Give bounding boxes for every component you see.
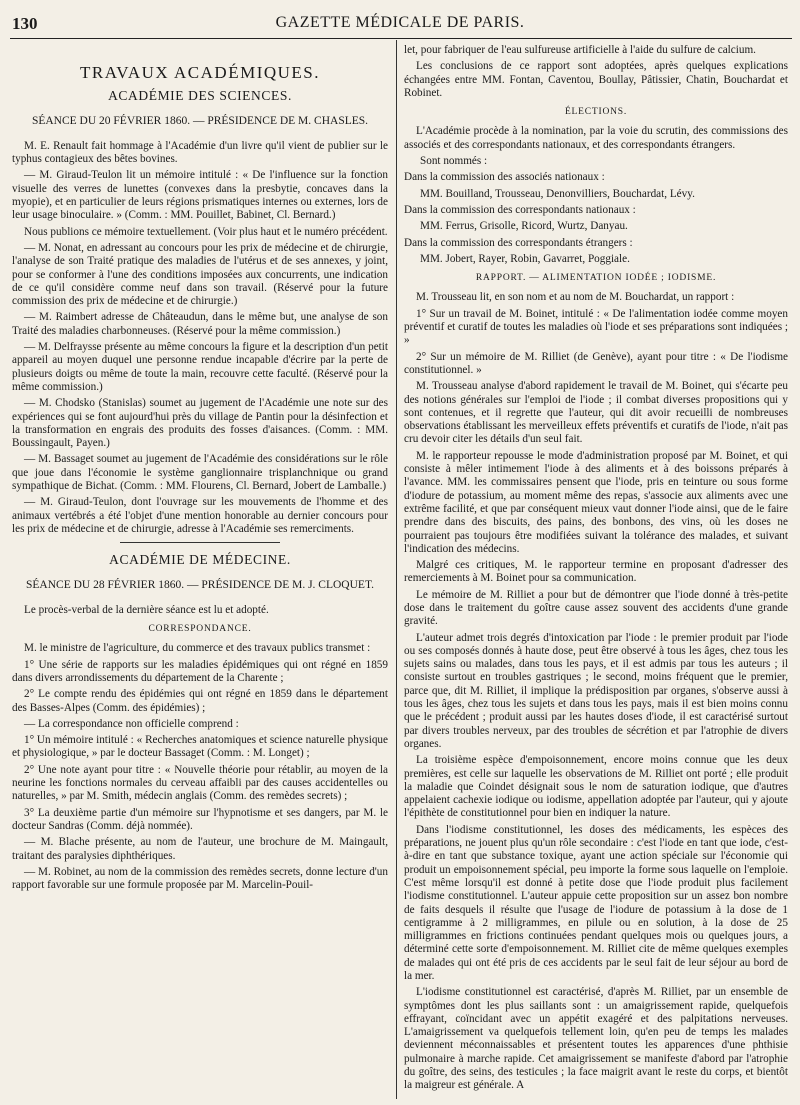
running-title: GAZETTE MÉDICALE DE PARIS. bbox=[275, 14, 525, 31]
paragraph: Dans l'iodisme constitutionnel, les doses des médicaments, les espèces des préparations, ne jouent plus qu'un rôle secondaire : c'est l'iode en tant que iode, c'est-à-dire en tant que substance toxique, ayant une action spéciale sur l'économie qui produit un empoisonnement spécial, peu importe la forme sous laquelle on l'emploie. C'est même lorsqu'il est donné à petite dose que l'iode produit plus facilement l'iodisme constitutionnel. L'auteur appuie cette proposition sur un assez bon nombre de faits desquels il résulte que l'usage de l'iodure de potassium à la dose de 1 centigramme à 2 milligrammes, en pilule ou en solution, à la dose de 25 milligrammes en frictions continuées pendant quelques mois ou quelques jours, a déterminé cette sorte d'empoisonnement. M. Rilliet cite de même quelques exemples de malades qui ont été pris de ces accidents par le seul fait de leur séjour au bord de la mer. bbox=[404, 823, 788, 982]
left-column bbox=[12, 44, 388, 895]
paragraph: — M. Bassaget soumet au jugement de l'Académie des considérations sur le rôle que joue dans l'économie le système ganglionnaire trisplanchnique ou grand sympathique de Bichat. (Comm. : MM. Flourens, Cl. Bernard, Jobert de Lamballe.) bbox=[12, 453, 388, 493]
right-column bbox=[404, 44, 788, 1096]
paragraph: 1° Un mémoire intitulé : « Recherches anatomiques et science naturelle physique et physiologique, » par le docteur Bassaget (Comm. : M. Longet) ; bbox=[12, 734, 388, 760]
correspondance-body bbox=[12, 642, 388, 892]
proces-verbal: Le procès-verbal de la dernière séance est lu et adopté. bbox=[24, 603, 269, 616]
paragraph: M. Trousseau analyse d'abord rapidement le travail de M. Boinet, qui s'écarte peu des notions générales sur l'emploi de l'iode ; il combat diverses propositions qui y sont contenues, et il regrette que l'auteur, qui dit avoir recueilli de nombreuses observations établissant les merveilleux effets préventifs et curatifs de l'iode, n'ait pas cru devoir citer les détails d'un seul fait. bbox=[404, 380, 788, 446]
paragraph: 2° Une note ayant pour titre : « Nouvelle théorie pour rétablir, au moyen de la neurine les fonctions normales du cerveau affaibli par des causes accidentelles ou naturelles, » par M. Smith, médecin anglais (Comm. des remèdes secrets) ; bbox=[12, 763, 388, 803]
academie-medecine-heading: ACADÉMIE DE MÉDECINE. bbox=[109, 552, 291, 568]
paragraph: Malgré ces critiques, M. le rapporteur termine en proposant d'adresser des remerciements à M. Boinet pour sa communication. bbox=[404, 559, 788, 585]
paragraph: MM. Jobert, Rayer, Robin, Gavarret, Poggiale. bbox=[420, 252, 630, 265]
rapport-heading: RAPPORT. — ALIMENTATION IODÉE ; IODISME. bbox=[475, 273, 717, 284]
paragraph: Dans la commission des correspondants nationaux : bbox=[404, 203, 636, 216]
paragraph: Dans la commission des correspondants étrangers : bbox=[404, 236, 633, 249]
header-rule bbox=[10, 38, 792, 39]
paragraph: Dans la commission des associés nationaux : bbox=[404, 171, 605, 184]
paragraph: — M. Giraud-Teulon, dont l'ouvrage sur les mouvements de l'homme et des animaux vertébrés a été l'objet d'une mention honorable au dernier concours pour les prix de médecine et de chirurgie, adresse à l'Académie ses remerciments. bbox=[12, 496, 388, 535]
paragraph: Le mémoire de M. Rilliet a pour but de démontrer que l'iode donné à très-petite dose dans le traitement du goître cause assez souvent des accidents d'une grande gravité. bbox=[404, 588, 788, 628]
paragraph: MM. Bouilland, Trousseau, Denonvilliers, Bouchardat, Lévy. bbox=[420, 187, 695, 200]
paragraph: L'Académie procède à la nomination, par la voie du scrutin, des commissions des associés et des correspondants nationaux, et des correspondants étrangers. bbox=[404, 125, 788, 151]
paragraph: 2° Sur un mémoire de M. Rilliet (de Genève), ayant pour titre : « De l'iodisme constitutionnel. » bbox=[404, 350, 788, 376]
paragraph: 1° Une série de rapports sur les maladies épidémiques qui ont régné en 1859 dans divers arrondissements du département de la Charente ; bbox=[12, 658, 388, 684]
paragraph: — La correspondance non officielle comprend : bbox=[24, 717, 239, 730]
paragraph: — M. Blache présente, au nom de l'auteur, une brochure de M. Maingault, traitant des paralysies diphthériques. bbox=[12, 836, 388, 862]
elections-heading: ÉLECTIONS. bbox=[564, 107, 628, 118]
paragraph: 3° La deuxième partie d'un mémoire sur l'hypnotisme et ses dangers, par M. le docteur Sandras (Comm. déjà nommée). bbox=[12, 806, 388, 832]
paragraph: — M. Robinet, au nom de la commission des remèdes secrets, donne lecture d'un rapport favorable sur une formule proposée par M. Marcelin-Pouil- bbox=[12, 865, 388, 892]
paragraph: — M. Delfraysse présente au même concours la figure et la description d'un petit appareil au moyen duquel une personne rendue incapable d'écrire par la perte de plusieurs doigts ou même de toute la main, recouvre cette faculté. (Réservé pour la même commission.) bbox=[12, 341, 388, 393]
paragraph: let, pour fabriquer de l'eau sulfureuse artificielle à l'aide du sulfure de calcium. bbox=[404, 44, 756, 56]
paragraph: M. le rapporteur repousse le mode d'administration proposé par M. Boinet, et qui consiste à mêler intimement l'iode à des aliments et à des boissons préparés à l'avance. MM. les commissaires pensent que l'iode, pris en teinture ou sous forme d'iodure de potassium, au moment même des repas, s'associe aux aliments avec une extrême facilité, et que par conséquent mieux vaut donner l'iode ainsi, que de le faire prendre dans des biscuits, des pains, des bonbons, des vins, où les doses ne pourraient pas toujours être modifiées suivant la tolérance des malades, et suivant l'indication des médecins. bbox=[404, 449, 788, 555]
paragraph: — M. Chodsko (Stanislas) soumet au jugement de l'Académie une note sur des expériences qui se font aujourd'hui près du village de Pantin pour la désinfection et la transformation en engrais des produits des fosses d'aisances. (Comm. : MM. Boussingault, Payen.) bbox=[12, 397, 388, 450]
paragraph: Sont nommés : bbox=[420, 155, 488, 168]
paragraph: — M. Nonat, en adressant au concours pour les prix de médecine et de chirurgie, l'analyse de son Traité pratique des maladies de l'utérus et de ses annexes, y joint, pour se conformer à l'une des conditions imposées aux concurrents, une indication de ce qu'il considère comme neuf dans son travail. (Réservé pour la future commission des prix de médecine et de chirurgie.) bbox=[12, 241, 388, 308]
column-divider bbox=[396, 40, 397, 1099]
paragraph: M. le ministre de l'agriculture, du commerce et des travaux publics transmet : bbox=[24, 642, 371, 655]
paragraph: 2° Le compte rendu des épidémies qui ont régné en 1859 dans le département des Basses-Alpes (Comm. des épidémies) ; bbox=[12, 688, 388, 714]
section-rule bbox=[120, 542, 280, 543]
paragraph: M. E. Renault fait hommage à l'Académie d'un livre qu'il vient de publier sur le typhus contagieux des bêtes bovines. bbox=[12, 139, 388, 166]
paragraph: L'auteur admet trois degrés d'intoxication par l'iode : le premier produit par l'iode ou ses composés donnés à haute dose, peut être observé à tous les âges, chez tous les sujets sains ou malades, dans tous les pays, et il est admis par tous les auteurs ; il consiste surtout en troubles gastriques ; le second, moins fréquent que le premier, parce que, dit M. Rilliet, il implique la prédisposition par organes, s'observe aussi à tous les âges, chez tous les sujets et dans tous les pays, mais il est bien moins connu que le précédent ; produit aussi par les hautes doses d'iode, il est caractérisé surtout par divers troubles nerveux, par des troubles de sécrétion et par l'atrophie de divers organes. bbox=[404, 631, 788, 750]
page-header bbox=[0, 14, 800, 36]
paragraph: La troisième espèce d'empoisonnement, encore moins connue que les deux premières, est celle sur laquelle les observations de M. Rilliet ont porté ; elle produit la maladie que Coindet désignait sous le nom de saturation iodique, que d'autres appelaient cachexie iodique ou iodisme, appellation adoptée par l'auteur, qui y ajoute l'épithète de constitutionnel pour bien en indiquer la nature. bbox=[404, 754, 788, 820]
academie-sciences-heading: ACADÉMIE DES SCIENCES. bbox=[108, 88, 292, 104]
paragraph: MM. Ferrus, Grisolle, Ricord, Wurtz, Danyau. bbox=[420, 220, 628, 233]
correspondance-heading: CORRESPONDANCE. bbox=[148, 624, 252, 635]
paragraph: — M. Raimbert adresse de Châteaudun, dans le même but, une analyse de son Traité des maladies charbonneuses. (Réservé pour la même commission.) bbox=[12, 311, 388, 337]
paragraph: Nous publions ce mémoire textuellement. (Voir plus haut et le numéro précédent. bbox=[24, 225, 388, 238]
paragraph: L'iodisme constitutionnel est caractérisé, d'après M. Rilliet, par un ensemble de symptômes dont les plus saillants sont : un amaigrissement rapide, quelquefois effrayant, coïncidant avec un appétit exagéré et des palpitations nerveuses. L'amaigrissement va quelquefois tellement loin, qu'en peu de temps les malades deviennent méconnaissables et présentent toutes les apparences d'une phthisie pulmonaire à marche rapide. Cet amaigrissement se manifeste d'abord par l'atrophie du goître, des seins, des testicules ; la face maigrit avant le reste du corps, et bientôt la maigreur est générale. A bbox=[404, 986, 788, 1092]
paragraph: 1° Sur un travail de M. Boinet, intitulé : « De l'alimentation iodée comme moyen préventif et curatif de toutes les maladies où l'iode et ses préparations sont indiquées ; » bbox=[404, 307, 788, 347]
page-number: 130 bbox=[12, 14, 38, 33]
paragraph: Les conclusions de ce rapport sont adoptées, après quelques explications échangées entre MM. Fontan, Caventou, Boullay, Pâtissier, Chatin, Bouchardat et Robinet. bbox=[404, 60, 788, 99]
paragraph: — M. Giraud-Teulon lit un mémoire intitulé : « De l'influence sur la fonction visuelle des verres de lunettes (convexes dans la presbytie, concaves dans la myopie), et en particulier de leurs régions prismatiques internes ou externes, lors de leur usage binoculaire. » (Comm. : MM. Pouillet, Babinet, Cl. Bernard.) bbox=[12, 169, 388, 222]
paragraph: M. Trousseau lit, en son nom et au nom de M. Bouchardat, un rapport : bbox=[416, 291, 735, 304]
seance-medecine: SÉANCE DU 28 FÉVRIER 1860. — PRÉSIDENCE DE M. J. CLOQUET. bbox=[26, 578, 374, 591]
sciences-body bbox=[12, 140, 388, 536]
section-title: TRAVAUX ACADÉMIQUES. bbox=[79, 63, 320, 82]
seance-sciences: SÉANCE DU 20 FÉVRIER 1860. — PRÉSIDENCE DE M. CHASLES. bbox=[31, 114, 369, 127]
